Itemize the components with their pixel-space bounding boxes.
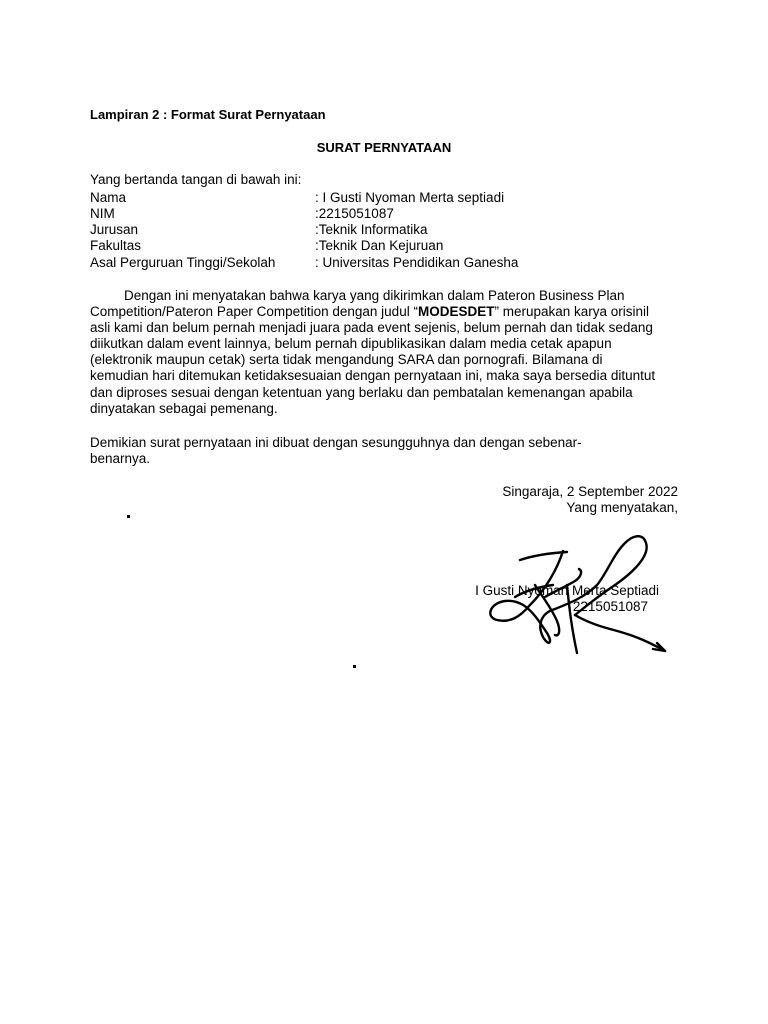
identity-label: Asal Perguruan Tinggi/Sekolah [90, 255, 276, 270]
statement-line: Competition/Pateron Paper Competition dengan judul “MODESDET” merupakan karya orisinil [90, 304, 650, 320]
identity-value: : Universitas Pendidikan Ganesha [315, 255, 519, 270]
identity-value: :2215051087 [315, 206, 394, 221]
identity-value: :Teknik Informatika [315, 222, 428, 237]
statement-line: Dengan ini menyatakan bahwa karya yang dikirimkan dalam Pateron Business Plan [124, 288, 625, 303]
intro-text: Yang bertanda tangan di bawah ini: [90, 172, 302, 187]
closing-line: benarnya. [90, 451, 151, 467]
statement-line: diikutkan dalam event lainnya, belum pernah dipublikasikan dalam media cetak apapun [90, 336, 612, 352]
statement-line: kemudian hari ditemukan ketidaksesuaian dengan pernyataan ini, maka saya bersedia dituntut [90, 368, 656, 384]
statement-line: dinyatakan sebagai pemenang. [90, 400, 278, 416]
letter-title: SURAT PERNYATAAN [316, 140, 452, 155]
statement-line: asli kami dan belum pernah menjadi juara pada event sejenis, belum pernah dan tidak sedang [90, 320, 653, 336]
signer-name: I Gusti Nyoman Merta Septiadi [475, 583, 659, 598]
statement-line: dan diproses sesuai dengan ketentuan yang berlaku dan pembatalan kemenangan apabila [90, 384, 633, 400]
identity-value: : I Gusti Nyoman Merta septiadi [315, 190, 505, 205]
identity-label: Fakultas [90, 238, 142, 253]
stray-dot [127, 515, 130, 518]
signer-role: Yang menyatakan, [566, 500, 678, 515]
identity-label: NIM [90, 206, 115, 221]
statement-line: (elektronik maupun cetak) serta tidak mengandung SARA dan pornografi. Bilamana di [90, 352, 603, 368]
stray-dot [353, 665, 356, 668]
identity-value: :Teknik Dan Kejuruan [315, 238, 444, 253]
attachment-heading: Lampiran 2 : Format Surat Pernyataan [90, 107, 326, 122]
identity-label: Jurusan [90, 222, 139, 237]
project-title: MODESDET [417, 304, 495, 320]
handwritten-signature [475, 525, 675, 660]
signer-nim: 2215051087 [572, 599, 648, 614]
closing-line: Demikian surat pernyataan ini dibuat dengan sesungguhnya dan dengan sebenar- [90, 435, 582, 450]
closing-paragraph [90, 435, 690, 467]
identity-label: Nama [90, 190, 127, 205]
place-date: Singaraja, 2 September 2022 [502, 484, 678, 499]
statement-paragraph [90, 288, 690, 417]
